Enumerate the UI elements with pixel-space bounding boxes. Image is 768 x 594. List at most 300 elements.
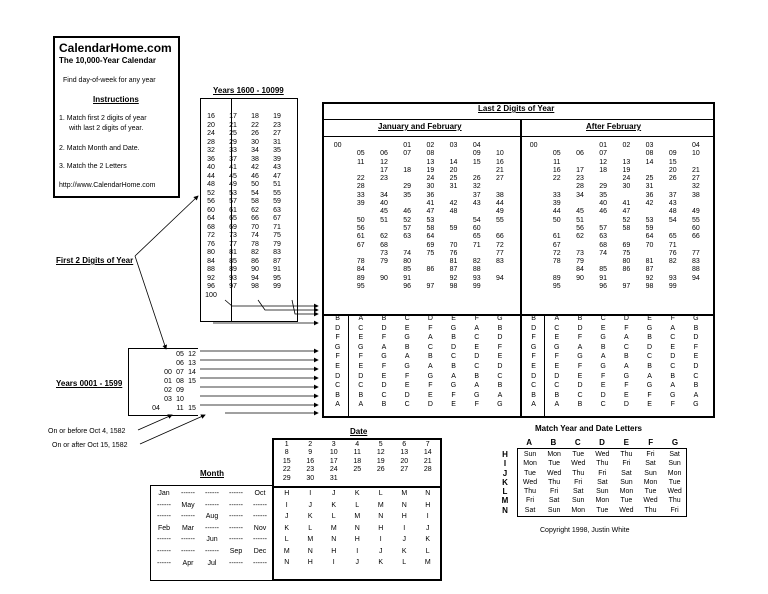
letter-cell: F [405,372,410,380]
date-cell: 6 [402,441,407,448]
letter-cell: G [404,334,410,342]
month-cell: ------ [205,501,219,509]
century-cell: 23 [273,121,281,129]
match-side-cell: J [502,468,508,478]
match-head-cell: C [574,438,581,447]
month-cell: ------ [229,513,243,521]
match-cell: Fri [670,506,679,514]
match-cell: Thu [644,506,657,514]
janfeb-cell: 11 [357,158,365,166]
century-cell: 56 [207,198,215,205]
letter-cell: D [381,382,387,390]
letter-cell: A [624,334,629,342]
janfeb-cell: 96 [403,283,412,291]
letter-cell: A [554,315,560,322]
month-cell: ------ [205,490,219,497]
after-cell: 80 [622,258,631,266]
after-cell: 98 [645,283,654,291]
letter-cell: A [381,343,387,351]
month-cell: ------ [229,524,243,532]
after-cell: 44 [552,208,561,216]
date-letter-cell: M [307,536,314,543]
century-cell: 63 [273,206,281,214]
match-side-cell: N [502,505,508,515]
janfeb-cell: 35 [403,191,412,199]
date-letter-cell: J [355,559,359,566]
date-cell: 2 [308,441,313,448]
match-cell: Wed [619,506,634,514]
after-cell: 61 [552,233,561,241]
letter-cell: D [623,401,629,409]
after-cell: 02 [622,142,631,149]
century-cell: 65 [229,215,237,222]
julian-cell: 03 [164,396,172,403]
after-cell: 91 [599,274,608,282]
letter-cell: D [577,382,583,390]
after-cell: 34 [576,191,584,199]
match-cell: Mon [643,478,658,486]
letter-cell: E [381,372,387,380]
month-cell: ------ [253,501,267,509]
after-cell: 33 [552,191,561,199]
letter-cell: D [693,362,699,370]
date-cell: 26 [376,466,385,474]
letter-cell: E [554,362,560,370]
letter-cell: B [693,382,699,390]
letter-cell: D [427,401,433,409]
after-cell: 96 [599,283,608,291]
after-cell: 73 [576,249,584,257]
century-cell: 43 [273,164,281,171]
date-letter-cell: K [401,547,407,555]
janfeb-cell: 57 [403,224,412,232]
after-cell: 92 [645,274,654,282]
date-cell: 8 [284,449,289,457]
letter-cell: C [497,372,503,380]
after-cell: 12 [599,158,608,166]
century-cell: 60 [207,206,215,214]
letter-cell: G [450,382,457,390]
letter-cell: A [577,343,583,351]
letter-cell: E [404,382,410,390]
letter-cell: B [577,315,583,322]
century-cell: 82 [251,249,259,256]
month-label: Month [200,469,224,478]
after-cell: 22 [552,175,561,183]
janfeb-cell: 17 [380,166,388,174]
janfeb-cell: 78 [356,258,365,266]
month-cell: May [181,501,195,509]
julian-cell: 04 [152,405,160,412]
after-cell: 81 [645,258,654,266]
letter-cell: G [600,362,606,370]
century-cell: 49 [229,181,237,188]
month-cell: ------ [157,513,171,521]
date-cell: 12 [376,449,385,457]
match-cell: Sun [668,460,681,468]
letter-cell: C [577,391,583,399]
match-head-cell: E [623,438,629,447]
date-letter-cell: M [283,547,290,555]
janfeb-cell: 97 [426,283,435,291]
julian-cell: 15 [188,378,196,385]
match-cell: Thu [524,488,537,496]
century-cell: 30 [251,138,259,146]
month-cell: Oct [254,490,266,497]
letter-cell: B [451,334,456,342]
letter-cell: C [404,401,410,409]
julian-cell: 13 [188,360,196,367]
letter-cell: G [334,343,341,351]
after-cell: 77 [692,249,700,257]
after-cell: 25 [645,175,654,183]
letter-cell: B [600,343,606,351]
letter-cell: E [404,324,410,332]
after-cell: 05 [552,150,561,158]
match-cell: Tue [644,488,657,496]
letter-cell: E [693,353,699,361]
julian-cell: 02 [164,387,172,394]
date-letter-cell: H [401,513,407,520]
janfeb-cell: 92 [449,274,458,282]
after-cell: 63 [599,233,608,241]
after-cell: 20 [668,166,677,174]
century-cell: 99 [273,283,281,290]
letter-cell: B [554,391,560,399]
century-cell: 25 [229,130,237,137]
letter-cell: C [670,362,676,370]
letter-cell: E [451,315,456,322]
month-cell: ------ [157,559,171,567]
letter-cell: E [497,353,503,361]
after-cell: 66 [692,233,700,241]
century-cell: 48 [207,181,215,188]
janfeb-cell: 41 [426,200,435,208]
after-cell: 26 [668,175,677,183]
janfeb-cell: 12 [380,158,388,166]
after-cell: 38 [692,191,700,199]
date-letter-cell: N [284,559,290,566]
century-cell: 44 [207,172,215,180]
century-cell: 55 [273,189,281,197]
letter-cell: E [647,401,652,409]
letter-cell: E [647,315,652,322]
letter-cell: E [451,401,456,409]
letter-cell: F [381,334,387,342]
century-cell: 78 [251,240,259,248]
letter-cell: D [404,391,410,399]
century-cell: 41 [229,164,237,171]
century-cell: 84 [207,257,215,265]
date-cell: 24 [329,466,338,474]
after-cell: 31 [645,183,654,191]
match-cell: Tue [620,497,633,505]
letter-cell: C [451,353,457,361]
century-cell: 57 [229,198,237,205]
letter-cell: C [554,324,560,332]
century-cell: 54 [251,189,259,197]
date-cell: 19 [376,457,385,465]
date-cell: 25 [353,466,362,474]
letter-cell: C [427,343,433,351]
date-cell: 27 [400,466,409,474]
after-cell: 76 [668,249,677,257]
century-cell: 28 [207,138,215,146]
letter-cell: C [600,401,606,409]
after-cell: 72 [552,249,561,257]
janfeb-cell: 38 [496,191,504,199]
date-letter-cell: J [426,524,430,532]
match-cell: Tue [596,506,609,514]
date-letter-cell: M [424,559,431,566]
letter-cell: G [358,343,364,351]
date-letter-cell: M [354,513,361,520]
after-cell: 75 [622,249,631,257]
janfeb-cell: 20 [449,166,458,174]
match-cell: Tue [668,478,681,486]
century-cell: 20 [207,121,215,129]
janfeb-cell: 28 [356,183,365,191]
date-letter-cell: K [354,490,360,497]
date-letter-cell: N [331,536,337,543]
step-2: 2. Match Month and Date. [59,145,140,152]
month-cell: ------ [157,501,171,509]
century-cell: 50 [251,181,259,188]
century-cell: 31 [273,138,281,146]
after-cell: 79 [576,258,584,266]
letter-cell: F [381,362,387,370]
instructions-title: Instructions [93,95,139,104]
letter-cell: F [670,315,675,322]
julian-cell: 00 [164,369,172,376]
month-cell: Dec [253,547,267,555]
step-1: 1. Match first 2 digits of year [59,115,147,122]
letter-cell: G [450,324,457,332]
date-cell: 28 [423,466,432,474]
janfeb-cell: 46 [403,208,412,216]
letter-cell: A [358,315,364,322]
julian-cell: 15 [188,405,196,412]
afterfeb-label: After February [586,122,642,131]
janfeb-cell: 04 [472,142,481,149]
letter-cell: F [497,343,503,351]
julian-cell: 01 [164,378,172,385]
janfeb-cell: 51 [380,216,388,224]
century-cell: 91 [273,266,281,273]
letter-cell: A [474,382,480,390]
date-letter-cell: I [332,559,335,566]
match-side-cell: H [502,450,508,459]
after-cell: 35 [599,191,608,199]
match-head-cell: D [599,438,605,447]
letter-cell: A [693,391,699,399]
date-cell: 20 [400,457,409,465]
letter-cell: C [670,334,676,342]
after-cell: 95 [552,283,561,291]
date-letter-cell: K [425,536,431,543]
letter-cell: B [497,382,503,390]
century-cell: 67 [273,215,281,222]
date-letter-cell: L [355,501,360,509]
month-cell: Jun [206,536,218,544]
letter-cell: F [577,334,583,342]
month-cell: Feb [157,524,171,532]
julian-cell: 11 [176,405,184,412]
century-cell: 70 [251,223,259,231]
letter-cell: G [693,401,699,409]
century-cell: 98 [251,283,259,290]
date-letter-cell: I [403,524,406,532]
janfeb-cell: 29 [403,183,412,191]
date-letter-cell: I [379,536,382,543]
after-cell: 37 [668,191,677,199]
janfeb-cell: 77 [496,249,504,257]
date-letter-cell: I [285,501,288,509]
letter-cell: A [335,401,340,409]
month-cell: ------ [229,559,243,567]
after-cell: 55 [692,216,700,224]
century-cell: 64 [207,215,215,222]
janfeb-cell: 26 [472,175,481,183]
date-letter-cell: N [401,501,407,509]
date-cell: 31 [329,474,338,482]
match-side-cell: L [502,487,508,497]
century-cell: 19 [273,113,281,120]
century-cell: 52 [207,189,215,197]
julian-cell: 14 [188,369,196,376]
janfeb-cell: 09 [472,150,481,158]
month-cell: ------ [181,536,195,544]
month-cell: Nov [253,524,267,532]
janfeb-cell: 49 [496,208,504,216]
century-cell: 39 [273,155,281,163]
letter-cell: E [554,334,560,342]
date-letter-cell: L [284,536,289,543]
letter-cell: D [647,343,653,351]
after-cell: 06 [576,150,584,158]
match-head-cell: A [526,438,533,447]
janfeb-cell: 37 [472,191,481,199]
century-cell: 37 [229,155,237,163]
after-cell: 03 [645,142,654,149]
janfeb-cell: 13 [426,158,435,166]
letter-cell: B [451,362,456,370]
match-cell: Tue [524,469,536,477]
julian-cell: 09 [176,387,184,394]
match-cell: Fri [646,451,655,458]
letter-cell: A [451,372,456,380]
month-cell: ------ [181,513,195,521]
letter-cell: B [381,401,387,409]
century-cell: 21 [229,121,237,129]
century-cell: 72 [207,232,215,239]
century-cell: 46 [251,172,259,180]
month-cell: ------ [253,559,267,567]
letter-cell: F [670,401,675,409]
letter-cell: D [497,362,503,370]
after-cell: 42 [645,200,654,208]
match-cell: Sun [620,478,633,486]
letter-cell: B [693,324,699,332]
date-cell: 10 [329,449,338,457]
letter-cell: F [335,353,340,361]
letter-cell: E [600,324,606,332]
letter-cell: B [474,372,480,380]
match-head-cell: B [550,438,557,447]
after-cell: 54 [668,216,677,224]
janfeb-cell: 82 [472,258,481,266]
match-cell: Thu [596,460,609,468]
match-cell: Sat [572,488,584,496]
century-cell: 26 [251,130,259,137]
after-cell: 52 [622,216,631,224]
date-letter-cell: N [378,513,384,520]
janfeb-cell: 07 [403,150,412,158]
letter-cell: D [335,372,341,380]
letter-cell: G [427,372,434,380]
century-cell: 61 [229,206,237,214]
after-cell: 46 [599,208,608,216]
century-cell: 18 [251,113,259,120]
century-cell: 90 [251,266,259,273]
after-cell: 99 [668,283,677,291]
letter-cell: D [381,324,387,332]
janfeb-cell: 79 [380,258,388,266]
after-cell: 67 [552,241,561,249]
after-cell: 78 [552,258,561,266]
century-cell: 97 [229,283,237,290]
date-cell: 3 [331,441,336,448]
letter-cell: C [358,382,364,390]
match-cell: Sun [572,497,585,505]
after-oct-label: On or after Oct 15, 1582 [52,442,128,449]
century-cell: 42 [251,164,259,171]
after-cell: 97 [622,283,631,291]
letter-cell: F [577,362,583,370]
janfeb-cell: 10 [496,150,504,158]
century-cell: 66 [251,215,259,222]
janfeb-cell: 16 [496,158,504,166]
match-cell: Thu [548,478,561,486]
match-cell: Sun [547,506,561,514]
after-cell: 10 [692,150,700,158]
letter-cell: G [577,353,583,361]
letter-cell: C [554,382,560,390]
after-cell: 90 [576,274,584,282]
letter-cell: F [601,372,606,380]
letter-cell: G [473,391,480,399]
month-cell: ------ [253,536,267,544]
century-cell: 58 [251,198,259,205]
match-cell: Sat [669,451,680,458]
letter-cell: E [335,362,340,370]
match-cell: Thu [668,497,681,505]
letter-cell: G [646,324,653,332]
janfeb-cell: 06 [380,150,388,158]
letter-cell: B [647,362,652,370]
letter-cell: F [474,401,479,409]
century-cell: 40 [207,164,215,171]
after-cell: 69 [622,241,631,249]
janfeb-cell: 73 [380,249,388,257]
letter-cell: F [531,353,536,361]
after-cell: 87 [645,266,654,274]
after-cell: 71 [668,241,677,249]
date-letter-cell: K [331,501,337,509]
after-cell: 40 [599,200,608,208]
after-cell: 88 [692,266,700,274]
century-cell: 88 [207,266,215,273]
